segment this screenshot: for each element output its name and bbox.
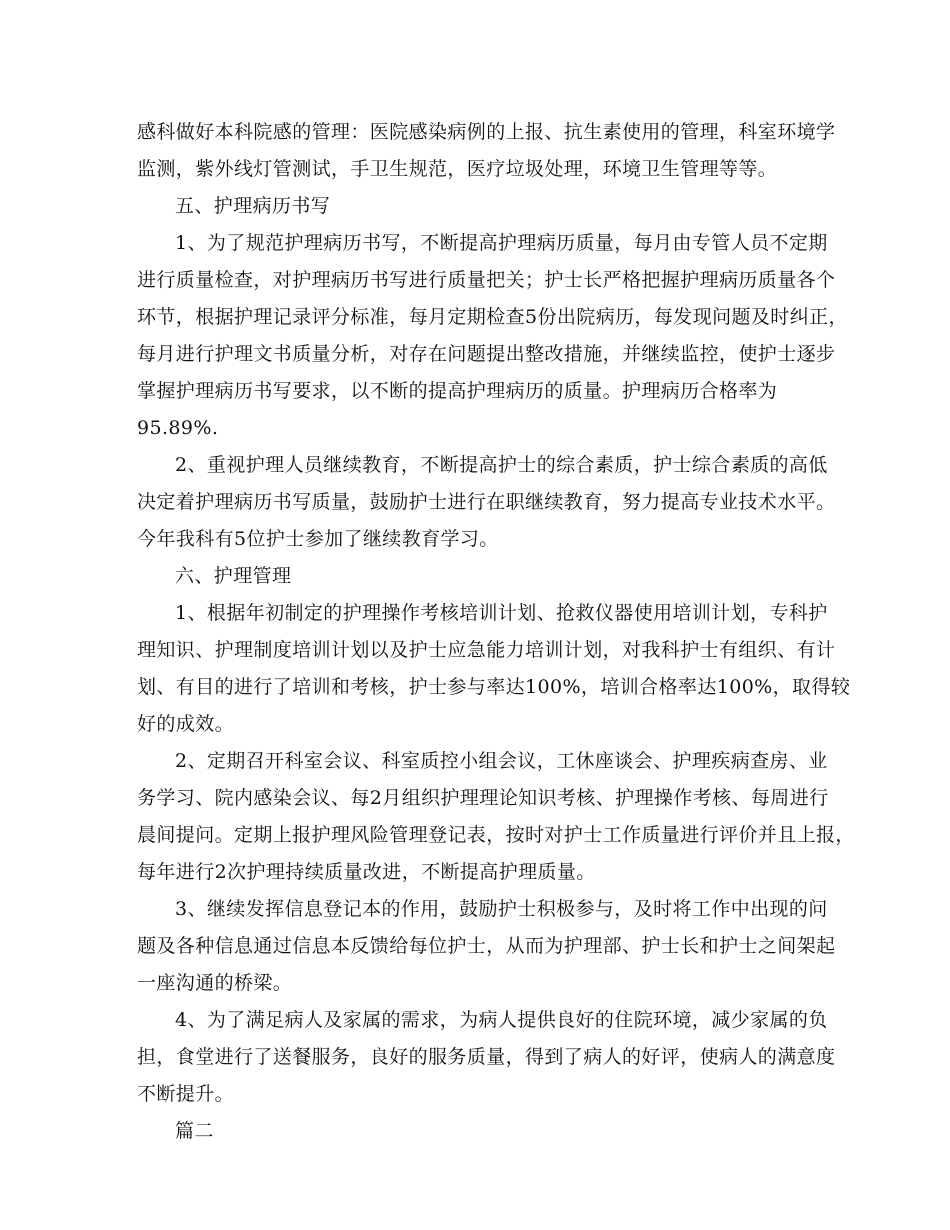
text-line: 1、根据年初制定的护理操作考核培训计划、抢救仪器使用培训计划，专科护 bbox=[175, 602, 828, 624]
text-line: 每月进行护理文书质量分析，对存在问题提出整改措施，并继续监控，使护士逐步 bbox=[137, 343, 836, 365]
text-line: 环节，根据护理记录评分标准，每月定期检查5份出院病历，每发现问题及时纠正， bbox=[137, 306, 848, 328]
text-line: 3、继续发挥信息登记本的作用，鼓励护士积极参与，及时将工作中出现的问 bbox=[175, 898, 828, 920]
text-line: 晨间提问。定期上报护理风险管理登记表，按时对护士工作质量进行评价并且上报， bbox=[137, 824, 855, 846]
text-line: 今年我科有5位护士参加了继续教育学习。 bbox=[137, 528, 499, 550]
text-line: 1、为了规范护理病历书写，不断提高护理病历质量，每月由专管人员不定期 bbox=[175, 232, 828, 254]
text-line: 95.89%. bbox=[137, 417, 219, 439]
text-line: 划、有目的进行了培训和考核，护士参与率达100%，培训合格率达100%，取得较 bbox=[137, 676, 851, 698]
text-line: 担，食堂进行了送餐服务，良好的服务质量，得到了病人的好评，使病人的满意度 bbox=[137, 1046, 836, 1068]
text-line: 好的成效。 bbox=[137, 713, 235, 735]
text-line: 理知识、护理制度培训计划以及护士应急能力培训计划，对我科护士有组织、有计 bbox=[137, 639, 836, 661]
text-line: 六、护理管理 bbox=[175, 565, 292, 587]
text-line: 不断提升。 bbox=[137, 1083, 235, 1105]
document-body bbox=[137, 114, 855, 1150]
text-line: 一座沟通的桥梁。 bbox=[137, 972, 293, 994]
text-line: 4、为了满足病人及家属的需求，为病人提供良好的住院环境，减少家属的负 bbox=[175, 1009, 828, 1031]
text-line: 感科做好本科院感的管理：医院感染病例的上报、抗生素使用的管理，科室环境学 bbox=[137, 121, 836, 143]
text-line: 掌握护理病历书写要求，以不断的提高护理病历的质量。护理病历合格率为 bbox=[137, 380, 778, 402]
text-line: 进行质量检查，对护理病历书写进行质量把关；护士长严格把握护理病历质量各个 bbox=[137, 269, 836, 291]
text-line: 每年进行2次护理持续质量改进，不断提高护理质量。 bbox=[137, 861, 596, 883]
text-line: 五、护理病历书写 bbox=[175, 195, 331, 217]
text-line: 2、重视护理人员继续教育，不断提高护士的综合素质，护士综合素质的高低 bbox=[175, 454, 828, 476]
text-line: 务学习、院内感染会议、每2月组织护理理论知识考核、护理操作考核、每周进行 bbox=[137, 787, 829, 809]
text-line: 决定着护理病历书写质量，鼓励护士进行在职继续教育，努力提高专业技术水平。 bbox=[137, 491, 836, 513]
text-line: 题及各种信息通过信息本反馈给每位护士，从而为护理部、护士长和护士之间架起 bbox=[137, 935, 836, 957]
text-line: 篇二 bbox=[175, 1120, 214, 1142]
text-line: 监测，紫外线灯管测试，手卫生规范，医疗垃圾处理，环境卫生管理等等。 bbox=[137, 158, 778, 180]
text-line: 2、定期召开科室会议、科室质控小组会议，工休座谈会、护理疾病查房、业 bbox=[175, 750, 828, 772]
